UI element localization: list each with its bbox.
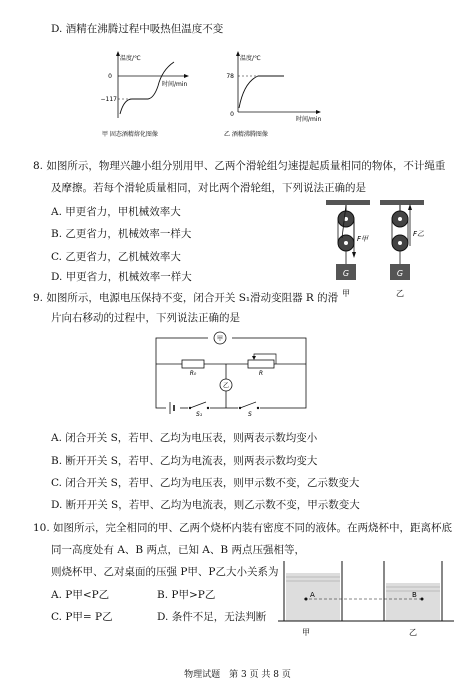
resistor-r0 xyxy=(182,360,204,368)
q9-option-a[interactable]: A. 闭合开关 S，若甲、乙均为电压表，则两表示数均变小 xyxy=(51,432,318,444)
melting-graph xyxy=(90,48,210,140)
svg-text:甲: 甲 xyxy=(216,335,224,343)
q8-option-b[interactable]: B. 乙更省力，机械效率一样大 xyxy=(51,228,192,240)
svg-text:G: G xyxy=(396,269,404,278)
graph2-caption: 乙 酒精沸腾图像 xyxy=(224,131,268,138)
label-jia: 甲 xyxy=(342,289,350,298)
pulley-figure xyxy=(322,198,442,302)
graph1-ylabel: 温度/℃ xyxy=(120,55,141,62)
q10-stem-line3: 则烧杯甲、乙对桌面的压强 P甲、P乙大小关系为 xyxy=(51,566,279,578)
svg-text:S: S xyxy=(248,411,252,416)
graph1-yneg: −117 xyxy=(100,96,117,103)
q9-stem-line2: 片向右移动的过程中，下列说法正确的是 xyxy=(51,312,240,324)
circuit-diagram xyxy=(150,330,320,416)
point-b xyxy=(421,598,424,601)
boiling-curve xyxy=(239,76,284,108)
boiling-graph xyxy=(222,48,342,140)
q8-stem-line1: 8. 如图所示，物理兴趣小组分别用甲、乙两个滑轮组匀速提起质量相同的物体，不计绳重 xyxy=(33,160,446,172)
q10-stem-line2: 同一高度处有 A、B 两点，已知 A、B 两点压强相等， xyxy=(51,544,305,556)
q8-stem-line2: 及摩擦。若每个滑轮质量相同，对比两个滑轮组，下列说法正确的是 xyxy=(51,182,366,194)
graph1-y0: 0 xyxy=(108,73,112,80)
svg-text:R: R xyxy=(258,370,264,377)
beaker-label-jia: 甲 xyxy=(302,628,310,637)
q10-option-d[interactable]: D. 条件不足，无法判断 xyxy=(157,611,267,623)
point-a xyxy=(305,598,308,601)
svg-text:R₀: R₀ xyxy=(189,370,197,377)
graph2-y78: 78 xyxy=(226,73,234,80)
beaker-label-yi: 乙 xyxy=(409,628,417,637)
x-axis-arrow xyxy=(184,74,189,78)
label-yi: 乙 xyxy=(396,289,404,298)
melting-curve xyxy=(120,62,174,114)
circuit-wires xyxy=(156,338,306,408)
q9-option-c[interactable]: C. 闭合开关 S，若甲、乙均为电压表，则甲示数不变，乙示数变大 xyxy=(51,477,360,489)
svg-text:B: B xyxy=(412,591,417,599)
page-footer: 物理试题 第 3 页 共 8 页 xyxy=(184,670,291,680)
graph1-xlabel: 时间/min xyxy=(162,81,188,88)
svg-text:乙: 乙 xyxy=(222,382,230,390)
rheostat-r xyxy=(248,360,274,368)
force-label-yi: F乙 xyxy=(413,230,425,238)
q10-option-a[interactable]: A. P甲<P乙 xyxy=(51,589,110,601)
q10-stem-line1: 10. 如图所示，完全相同的甲、乙两个烧杯内装有密度不同的液体。在两烧杯中，距离杯底 xyxy=(33,522,453,534)
svg-text:S₁: S₁ xyxy=(196,411,203,416)
q10-option-c[interactable]: C. P甲= P乙 xyxy=(51,611,113,623)
q10-option-b[interactable]: B. P甲>P乙 xyxy=(157,589,216,601)
q9-option-b[interactable]: B. 断开开关 S，若甲、乙均为电流表，则两表示数均变大 xyxy=(51,455,318,467)
q7-option-d[interactable]: D. 酒精在沸腾过程中吸热但温度不变 xyxy=(51,23,224,35)
x-axis-arrow xyxy=(316,110,321,114)
beaker-figure xyxy=(276,555,456,641)
graph2-xlabel: 时间/min xyxy=(296,116,322,123)
graph2-ylabel: 温度/℃ xyxy=(240,55,261,62)
ceiling-yi xyxy=(380,200,424,205)
ceiling-jia xyxy=(326,200,370,205)
liquid-yi xyxy=(386,583,440,621)
q8-option-d[interactable]: D. 甲更省力，机械效率一样大 xyxy=(51,271,192,283)
graph2-origin: 0 xyxy=(230,111,234,118)
graph1-caption: 甲 固态酒精熔化图像 xyxy=(102,131,158,138)
svg-text:G: G xyxy=(342,269,350,278)
q9-option-d[interactable]: D. 断开开关 S，若甲、乙均为电流表，则乙示数不变，甲示数变大 xyxy=(51,499,360,511)
q9-stem-line1: 9. 如图所示，电源电压保持不变，闭合开关 S₁滑动变阻器 R 的滑 xyxy=(33,292,339,304)
svg-text:A: A xyxy=(310,591,315,599)
q8-option-c[interactable]: C. 乙更省力，乙机械效率大 xyxy=(51,251,181,263)
force-arrow-jia xyxy=(352,252,356,258)
force-label-jia: F甲 xyxy=(357,235,369,243)
q8-option-a[interactable]: A. 甲更省力，甲机械效率大 xyxy=(51,206,181,218)
